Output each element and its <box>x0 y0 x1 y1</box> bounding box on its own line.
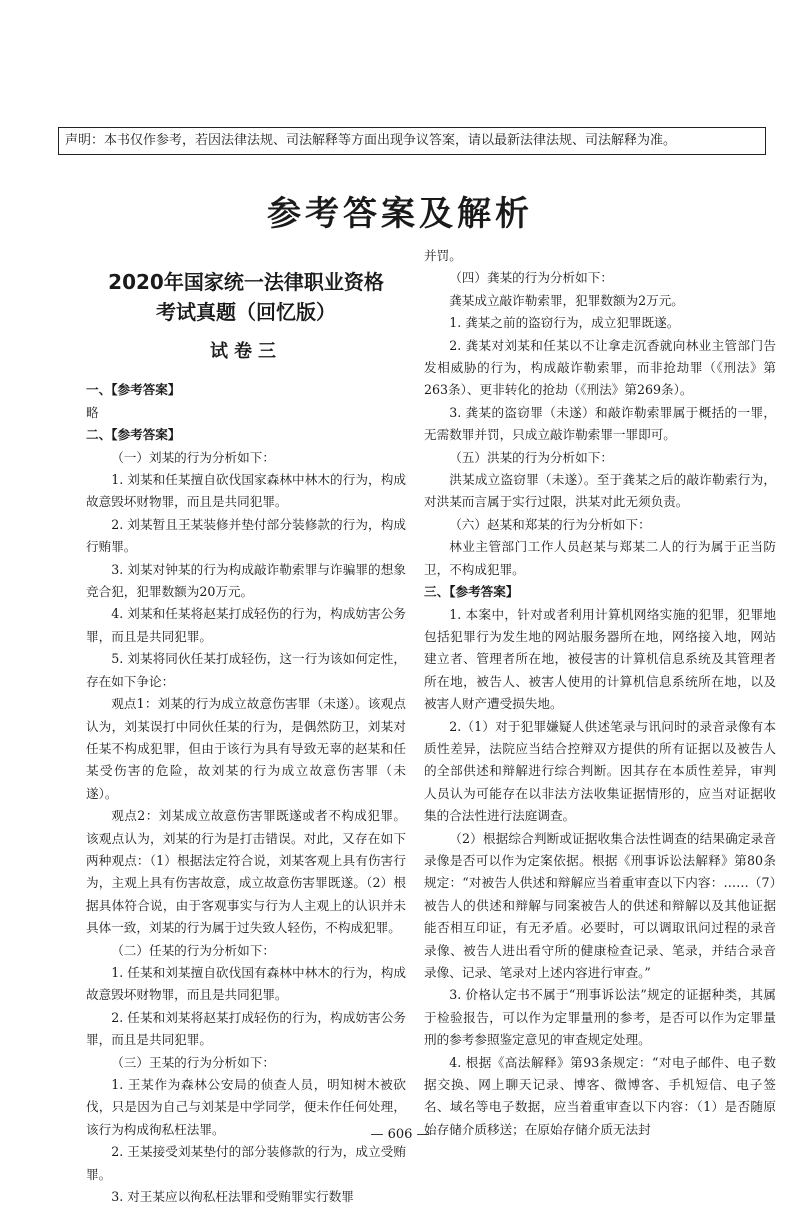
paragraph: 2.（1）对于犯罪嫌疑人供述笔录与讯问时的录音录像有本质性差异，法院应当结合控辩双方提供的所有证据以及被告人的全部供述和辩解进行综合判断。因其存在本质性差异，审判人员认为可能存在以非法方法收集证据情形的，应当对证据收集的合法性进行法庭调查。 <box>424 718 776 824</box>
paragraph: 4. 刘某和任某将赵某打成轻伤的行为，构成妨害公务罪，而且是共同犯罪。 <box>86 606 406 644</box>
paragraph: 观点1：刘某的行为成立故意伤害罪（未遂）。该观点认为，刘某误打中同伙任某的行为，是偶然防卫，刘某对任某不构成犯罪，但由于该行为具有导致无辜的赵某和任某受伤害的危险，故刘某的行为成立故意伤害罪（未遂）。 <box>86 696 406 801</box>
paragraph: （一）刘某的行为分析如下： <box>111 449 275 465</box>
paragraph: 洪某成立盗窃罪（未遂）。至于龚某之后的敲诈勒索行为，对洪某而言属于实行过限，洪某对此无须负责。 <box>424 472 776 510</box>
paragraph: 2. 任某和刘某将赵某打成轻伤的行为，构成妨害公务罪，而且是共同犯罪。 <box>86 1009 406 1048</box>
paragraph: 1. 刘某和任某擅自砍伐国家森林中林木的行为，构成故意毁坏财物罪，而且是共同犯罪。 <box>86 472 406 510</box>
page-title: 参考答案及解析 <box>267 194 533 234</box>
paragraph: 4. 根据《高法解释》第93条规定：“对电子邮件、电子数据交换、网上聊天记录、博客、微博客、手机短信、电子签名、域名等电子数据，应当着重审查以下内容：（1）是否随原始存储介质移送；在原始存储介质无法封 <box>424 1054 776 1137</box>
paragraph: 5. 刘某将同伙任某打成轻伤，这一行为该如何定性，存在如下争论： <box>86 651 406 689</box>
paragraph: 2. 龚某对刘某和任某以不让拿走沉香就向林业主管部门告发相威胁的行为，构成敲诈勒索罪，而非抢劫罪（《刑法》第263条）、更非转化的抢劫（《刑法》第269条）。 <box>424 337 776 398</box>
page-number: — 606 — <box>370 1127 430 1142</box>
paragraph: 3. 龚某的盗窃罪（未遂）和敲诈勒索罪属于概括的一罪，无需数罪并罚，只成立敲诈勒索罪一罪即可。 <box>424 404 776 443</box>
paragraph: 龚某成立敲诈勒索罪，犯罪数额为2万元。 <box>449 292 684 308</box>
paragraph: 3. 价格认定书不属于“刑事诉讼法”规定的证据种类，其属于检验报告，可以作为定罪量刑的参考，是否可以作为定罪量刑的参考参照鉴定意见的审查规定处理。 <box>424 987 776 1048</box>
paragraph: （六）赵某和郑某的行为分析如下： <box>449 516 651 532</box>
paragraph: 林业主管部门工作人员赵某与郑某二人的行为属于正当防卫，不构成犯罪。 <box>424 539 776 577</box>
section-heading: 三、【参考答案】 <box>424 584 519 600</box>
paragraph: （2）根据综合判断或证据收集合法性调查的结果确定录音录像是否可以作为定案依据。根据《刑事诉讼法解释》第80条规定：“对被告人供述和辩解应当着重审查以下内容：……（7）被告人的供述和辩解与同案被告人的供述和辩解以及其他证据能否相互印证，有无矛盾。必要时，可以调取讯问过程的录音录像、被告人进出看守所的健康检查记录、笔录，并结合录音录像、记录、笔录对上述内容进行审查。” <box>424 830 776 980</box>
exam-title-line-1: 2020年国家统一法律职业资格 <box>108 270 384 294</box>
paragraph: 3. 刘某对钟某的行为构成敲诈勒索罪与诈骗罪的想象竞合犯，犯罪数额为20万元。 <box>86 561 406 600</box>
paragraph: 2. 王某接受刘某垫付的部分装修款的行为，成立受贿罪。 <box>86 1144 406 1182</box>
paragraph: （四）龚某的行为分析如下： <box>449 270 613 286</box>
paragraph: 并罚。 <box>424 248 462 263</box>
paragraph: 略 <box>86 404 99 420</box>
disclaimer-text: 声明：本书仅作参考，若因法律法规、司法解释等方面出现争议答案，请以最新法律法规、司法解释为准。 <box>65 133 677 148</box>
section-heading: 二、【参考答案】 <box>86 427 181 443</box>
right-column-body <box>424 245 776 1141</box>
paragraph: 2. 刘某暂且王某装修并垫付部分装修款的行为，构成行贿罪。 <box>86 516 406 555</box>
exam-title <box>86 267 406 327</box>
section-heading: 一、【参考答案】 <box>86 382 181 398</box>
paragraph: （三）王某的行为分析如下： <box>111 1054 275 1070</box>
paragraph: 1. 任某和刘某擅自砍伐国有森林中林木的行为，构成故意毁坏财物罪，而且是共同犯罪。 <box>86 964 406 1003</box>
left-column <box>86 245 406 1208</box>
right-column <box>424 245 776 1141</box>
paragraph: 1. 王某作为森林公安局的侦查人员，明知树木被砍伐，只是因为自己与刘某是中学同学，便未作任何处理，该行为构成徇私枉法罪。 <box>86 1077 406 1137</box>
paragraph: 1. 龚某之前的盗窃行为，成立犯罪既遂。 <box>449 315 680 331</box>
disclaimer-box <box>58 127 766 155</box>
paragraph: 1. 本案中，针对或者利用计算机网络实施的犯罪，犯罪地包括犯罪行为发生地的网站服务器所在地，网络接入地，网站建立者、管理者所在地，被侵害的计算机信息系统及其管理者所在地，被告人、被害人使用的计算机信息系统所在地，以及被害人财产遭受损失地。 <box>424 606 776 712</box>
exam-title-line-2: 考试真题（回忆版） <box>156 300 336 324</box>
paragraph: （五）洪某的行为分析如下： <box>449 449 613 465</box>
paragraph: （二）任某的行为分析如下： <box>111 942 275 958</box>
left-column-body <box>86 379 406 1208</box>
paragraph: 3. 对王某应以徇私枉法罪和受贿罪实行数罪 <box>111 1189 354 1205</box>
paper-title: 试卷三 <box>210 341 282 362</box>
paragraph: 观点2：刘某成立故意伤害罪既遂或者不构成犯罪。该观点认为，刘某的行为是打击错误。对此，又存在如下两种观点：（1）根据法定符合说，刘某客观上具有伤害行为，主观上具有伤害故意，成立故意伤害罪既遂。（2）根据具体符合说，由于客观事实与行为人主观上的认识并未具体一致，刘某的行为属于过失致人轻伤，不构成犯罪。 <box>86 808 406 936</box>
